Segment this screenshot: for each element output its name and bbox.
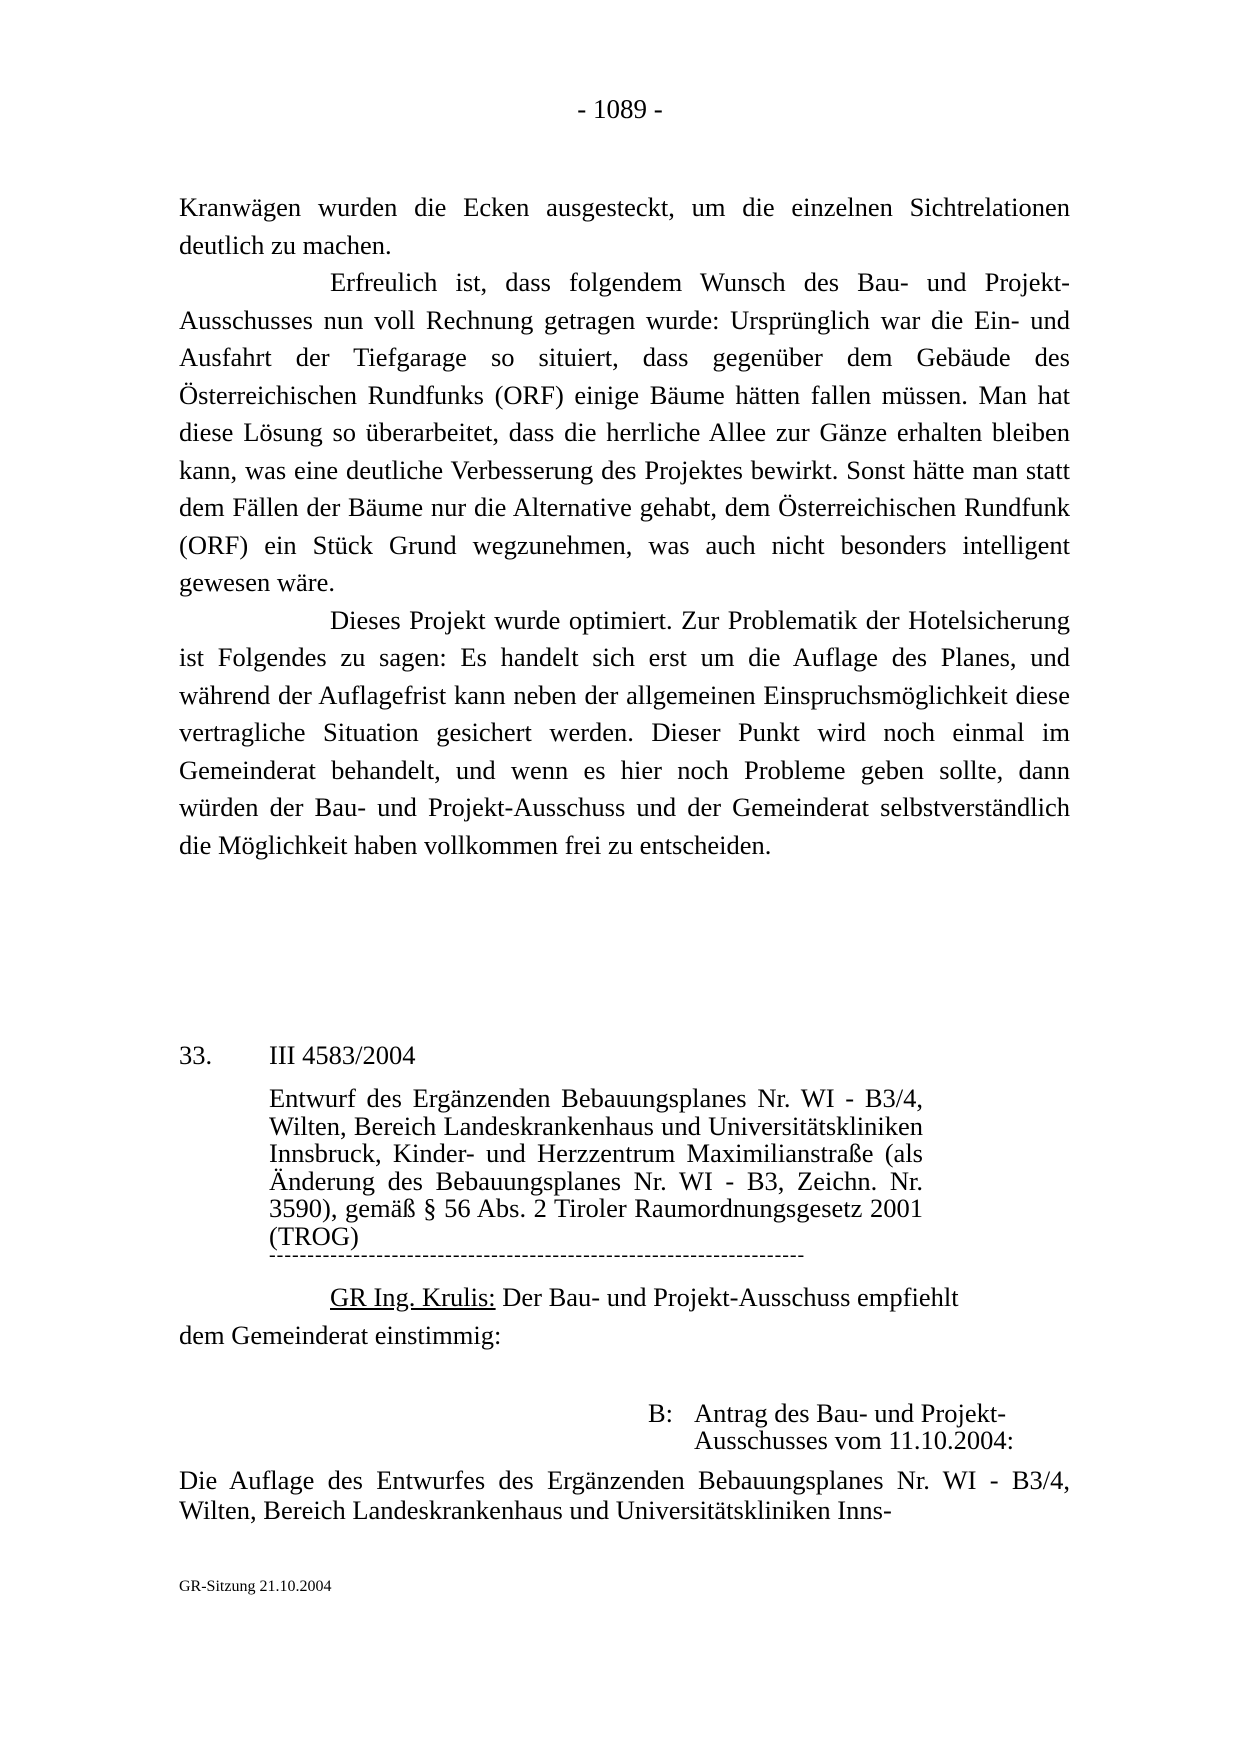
footer-session: GR-Sitzung 21.10.2004	[179, 1578, 332, 1595]
recommendation	[179, 1278, 1029, 1354]
item-reference: III 4583/2004	[269, 1040, 416, 1070]
antrag-line-2: Ausschusses vom 11.10.2004:	[694, 1425, 1014, 1455]
item-title: Entwurf des Ergänzenden Bebauungsplanes Nr. WI - B3/4, Wilten, Bereich Landeskrankenhaus und Universitätskliniken Innsbruck, Kinder- und Herzzentrum Maximilianstraße (als Änderung des Bebauungsplanes Nr. WI - B3, Zeichn. Nr. 3590), gemäß § 56 Abs. 2 Tiroler Raumordnungsgesetz 2001 (TROG)	[269, 1083, 923, 1251]
item-number: 33.	[179, 1040, 213, 1070]
body-text	[179, 189, 1070, 864]
recommendation-text-2: dem Gemeinderat einstimmig:	[179, 1320, 502, 1350]
antrag-label: B:	[648, 1398, 674, 1428]
recommendation-text: Der Bau- und Projekt-Ausschuss empfiehlt	[495, 1282, 959, 1312]
page-number: - 1089 -	[577, 94, 663, 124]
paragraph: Erfreulich ist, dass folgendem Wunsch des Bau- und Projekt-Ausschusses nun voll Rechnung getragen wurde: Ursprünglich war die Ein- und Ausfahrt der Tiefgarage so situiert, dass gegenüber dem Gebäude des Österreichischen Rundfunks (ORF) einige Bäume hätten fallen müssen. Man hat diese Lösung so überarbeitet, dass die herrliche Allee zur Gänze erhalten bleiben kann, was eine deutliche Verbesserung des Projektes bewirkt. Sonst hätte man statt dem Fällen der Bäume nur die Alternative gehabt, dem Österreichischen Rundfunk (ORF) ein Stück Grund wegzunehmen, was auch nicht besonders intelligent gewesen wäre.	[179, 267, 1070, 597]
speaker-name: GR Ing. Krulis:	[330, 1282, 496, 1312]
antrag-line-1: Antrag des Bau- und Projekt-	[694, 1398, 1007, 1428]
separator-line: ----------------------------------------------------------------------	[269, 1247, 806, 1263]
antrag-heading	[648, 1400, 1014, 1454]
paragraph: Dieses Projekt wurde optimiert. Zur Problematik der Hotelsicherung ist Folgendes zu sagen: Es handelt sich erst um die Auflage des Planes, und während der Auflagefrist kann neben der allgemeinen Einspruchsmöglichkeit diese vertragliche Situation gesichert werden. Dieser Punkt wird noch einmal im Gemeinderat behandelt, und wenn es hier noch Probleme geben sollte, dann würden der Bau- und Projekt-Ausschuss und der Gemeinderat selbstverständlich die Möglichkeit haben vollkommen frei zu entscheiden.	[179, 604, 1070, 860]
paragraph: Kranwägen wurden die Ecken ausgesteckt, um die einzelnen Sichtrelationen deutlich zu machen.	[179, 192, 1070, 260]
closing-text: Die Auflage des Entwurfes des Ergänzenden Bebauungsplanes Nr. WI - B3/4, Wilten, Bereich Landeskrankenhaus und Universitätskliniken Inns-	[179, 1465, 1070, 1525]
